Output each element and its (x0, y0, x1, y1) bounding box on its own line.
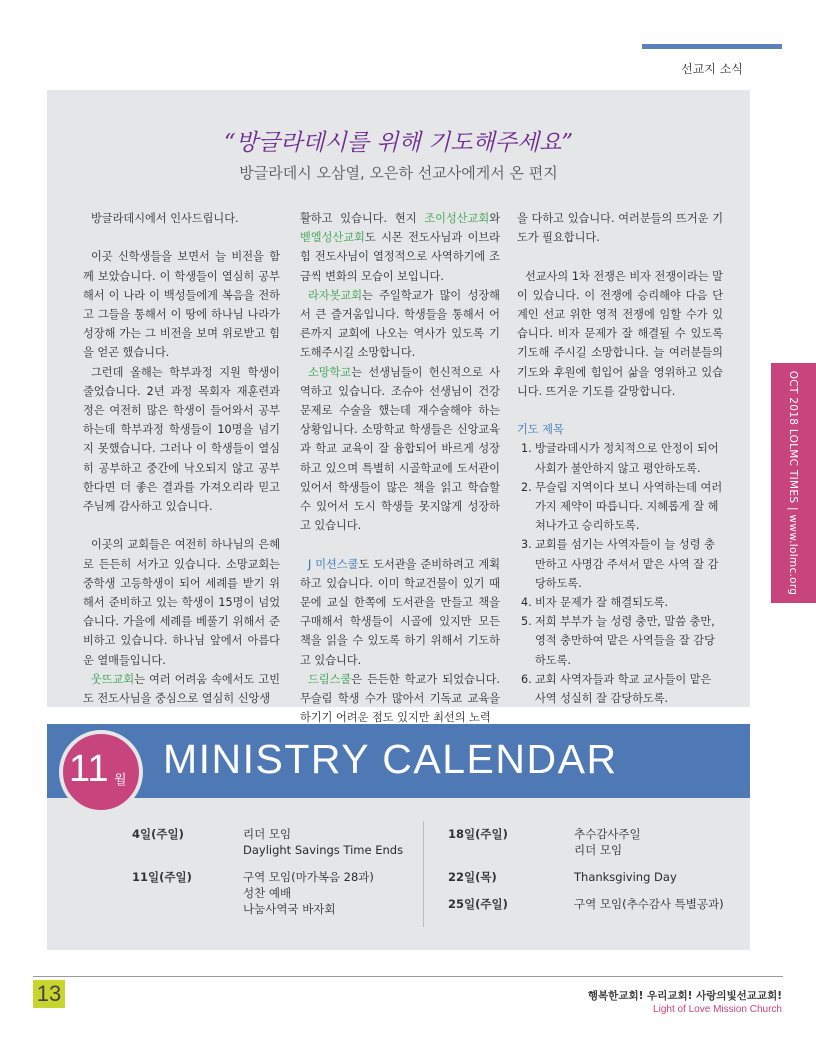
prayer-item: 4. 비자 문제가 잘 해결되도록. (521, 596, 669, 610)
calendar-title: MINISTRY CALENDAR (163, 736, 618, 782)
church-name: 라자봇교회 (308, 288, 363, 302)
event-date: 18일(주일) (448, 827, 508, 841)
header-rule (642, 44, 782, 49)
prayer-item: 5. 저희 부부가 늘 성령 충만, 말씀 충만, 영적 충만하여 맡은 사역들을 잘 감당하도록. (521, 615, 715, 667)
paragraph: 드림스쿨은 든든한 학교가 되었습니다. 무슬림 학생 수가 많아서 기독교 교육을 하기기 어려운 점도 있지만 최선의 노력 (300, 672, 500, 725)
footer-church-name: Light of Love Mission Church (653, 1004, 782, 1015)
event-date: 22일(목) (448, 870, 497, 884)
letter-title: “방글라데시를 위해 기도해주세요” (223, 130, 574, 156)
event-detail: 구역 모임(추수감사 특별공과) (574, 897, 724, 911)
calendar-header-bar (47, 724, 750, 798)
prayer-heading: 기도 제목 (517, 423, 564, 437)
event-date: 11일(주일) (132, 870, 192, 884)
footer-rule (33, 976, 783, 977)
paragraph: 선교사의 1차 전쟁은 비자 전쟁이라는 말이 있습니다. 이 전쟁에 승리해야 다음 단계인 선교 위한 영적 전쟁에 임할 수가 있습니다. 비자 문제가 잘 해결될 수 있도록 기도해 주시길 소망합니다. 늘 여러분들의 기도와 후원에 힘입어 삶을 영위하고 있습니다. 뜨거운 기도를 갈망합니다. (517, 269, 723, 398)
church-name: 웃뜨교회 (91, 672, 135, 686)
event-detail: 리더 모임 Daylight Savings Time Ends (243, 827, 404, 857)
calendar-panel (47, 724, 750, 950)
paragraph: 이곳 신학생들을 보면서 늘 비전을 함께 보았습니다. 이 학생들이 열심히 공부해서 이 나라 이 백성들에게 복음을 전하고 그들을 통해서 이 땅에 하나님 나라가 성장해 가는 그 비전을 보며 위로받고 힘을 얻곤 했습니다. (83, 250, 280, 360)
month-label: 월 (114, 773, 127, 788)
footer-slogan: 행복한교회! 우리교회! 사랑의빛선교교회! (587, 990, 782, 1002)
event-date: 4일(주일) (132, 827, 184, 841)
school-name: J 미션스쿨 (308, 557, 359, 571)
prayer-item: 6. 교회 사역자들과 학교 교사들이 맡은 사역 성실히 잘 감당하도록. (521, 672, 712, 706)
letter-column-1 (83, 209, 280, 708)
page-number: 13 (36, 981, 62, 1006)
paragraph: 소망학교는 선생님들이 헌신적으로 사역하고 있습니다. 조슈아 선생님이 건강문제로 수술을 했는데 재수술해야 하는 상황입니다. 소망학교 학생들은 신앙교육과 학교 교육이 잘 융합되어 바르게 성장하고 있으며 특별히 시골학교에 도서관이 있어서 학생들이 많은 책을 읽고 학습할 수 있어서 도시 학생들 못지않게 성장하고 있습니다. (300, 365, 500, 533)
school-name: 소망학교 (308, 365, 352, 379)
paragraph: J 미션스쿨도 도서관을 준비하려고 계획하고 있습니다. 이미 학교건물이 있기 때문에 교실 한쪽에 도서관을 만들고 책을 구매해서 학생들이 시골에 있지만 모든 책을 읽을 수 있도록 하기 위해서 기도하고 있습니다. (300, 557, 500, 667)
month-badge (59, 730, 143, 814)
letter-panel (47, 90, 750, 725)
event-detail: 추수감사주일 리더 모임 (574, 827, 641, 857)
event-date: 25일(주일) (448, 897, 508, 911)
church-name: 조이성산교회 (424, 212, 490, 225)
calendar-divider (423, 821, 424, 927)
prayer-item: 3. 교회를 섬기는 사역자들이 늘 성령 충만하고 사명감 주셔서 맡은 사역 잘 감당하도록. (521, 538, 719, 590)
paragraph: 활하고 있습니다. 현지 조이성산교회와 벧엘성산교회도 시몬 전도사님과 이브라힘 전도사님이 열정적으로 사역하기에 조금씩 변화의 모습이 보입니다. (300, 212, 500, 283)
page-number-box (33, 980, 65, 1008)
section-label: 선교지 소식 (681, 62, 743, 76)
event-detail: Thanksgiving Day (574, 870, 677, 884)
paragraph: 이곳의 교회들은 여전히 하나님의 은혜로 든든히 서가고 있습니다. 소망교회는 중학생 고등학생이 되어 세례를 받기 위해서 준비하고 있는 학생이 15명이 넘었습니다. 가을에 세례를 베풀기 위해서 준비하고 있습니다. 하나님 앞에서 아름다운 열매들입니다. (83, 538, 280, 667)
letter-subtitle: 방글라데시 오삼열, 오은하 선교사에게서 온 편지 (239, 164, 558, 182)
letter-column-2 (300, 209, 500, 727)
paragraph: 라자봇교회는 주일학교가 많이 성장해서 큰 즐거움입니다. 학생들을 통해서 어른까지 교회에 나오는 역사가 있도록 기도해주시길 소망합니다. (300, 288, 500, 360)
letter-column-3 (517, 209, 723, 708)
prayer-item: 2. 무슬림 지역이다 보니 사역하는데 여러 가지 제약이 따릅니다. 지혜롭게 잘 헤쳐나가고 승리하도록. (521, 480, 723, 533)
month-number: 11 (69, 748, 109, 790)
prayer-list (517, 439, 723, 708)
side-tab-label: OCT 2018 LOLMC TIMES | www.lolmc.org (787, 370, 799, 596)
school-name: 드림스쿨 (308, 672, 352, 686)
prayer-item: 1. 방글라데시가 정치적으로 안정이 되어 사회가 불안하지 않고 평안하도록. (521, 442, 719, 475)
church-name: 벧엘성산교회 (300, 231, 365, 245)
paragraph: 방글라데시에서 인사드립니다. (91, 212, 239, 225)
paragraph: 을 다하고 있습니다. 여러분들의 뜨거운 기도가 필요합니다. (517, 212, 723, 245)
event-detail: 구역 모임(마가복음 28과) 성찬 예배 나눔사역국 바자회 (243, 870, 374, 916)
paragraph: 그런데 올해는 학부과정 지원 학생이 줄었습니다. 2년 과정 목회자 재훈련과정은 여전히 많은 학생이 들어와서 공부하는데 학부과정 학생들이 10명을 넘기지 못했습니다. 그러나 이 학생들이 열심히 공부하고 중간에 낙오되지 않고 공부한다면 더 좋은 결과를 가져오리라 믿고 주님께 감사하고 있습니다. (83, 365, 280, 514)
paragraph: 웃뜨교회는 여러 어려움 속에서도 고빈도 전도사님을 중심으로 열심히 신앙생 (83, 672, 280, 706)
